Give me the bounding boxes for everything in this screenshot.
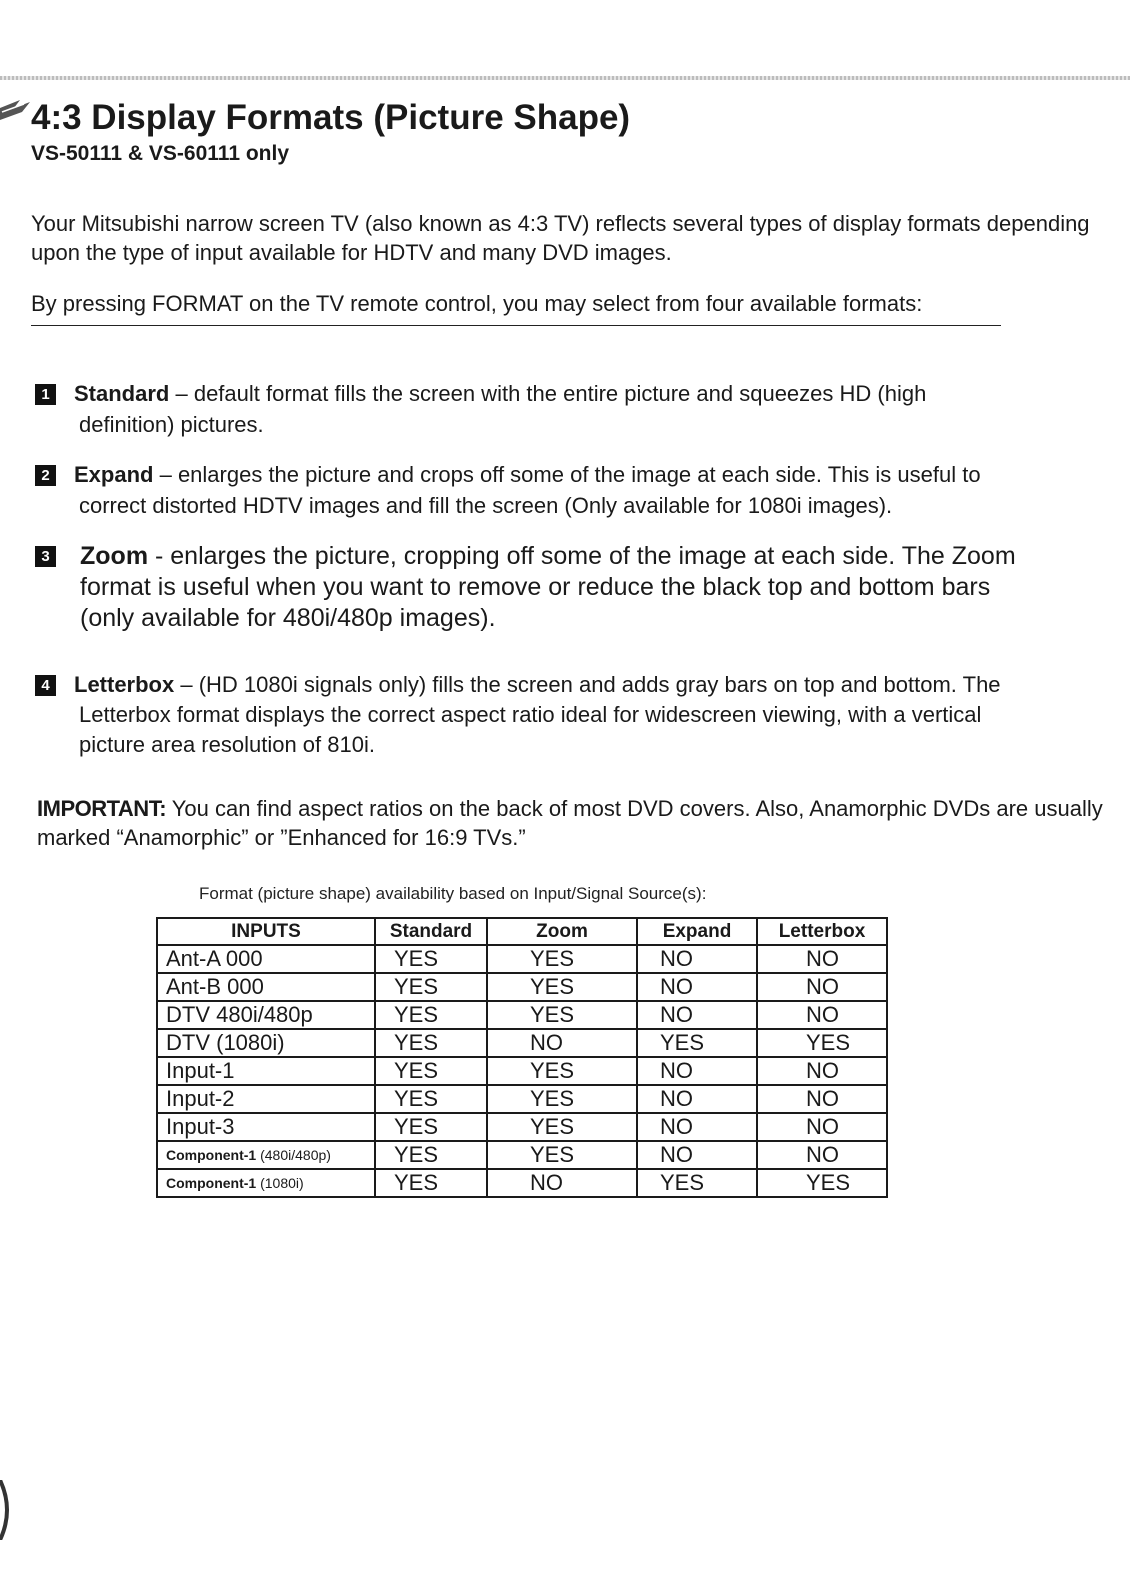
standard-cell: YES xyxy=(375,1113,487,1141)
format-desc: (HD 1080i signals only) fills the screen and adds gray bars on top and bottom. The xyxy=(198,672,1001,697)
table-row xyxy=(157,1113,887,1141)
number-badge-3: 3 xyxy=(35,546,56,567)
expand-cell: NO xyxy=(637,1001,757,1029)
zoom-cell: YES xyxy=(487,1001,637,1029)
format-name: Zoom xyxy=(80,542,149,570)
input-cell: Component-1 (480i/480p) xyxy=(157,1141,375,1169)
important-text: You can find aspect ratios on the back of most DVD covers. Also, Anamorphic DVDs are usually marked “Anamorphic” or ”Enhanced for 16:9 TVs.” xyxy=(37,796,1103,850)
standard-cell: YES xyxy=(375,1057,487,1085)
expand-cell: NO xyxy=(637,1141,757,1169)
format-desc: default format fills the screen with the entire picture and squeezes HD (high xyxy=(193,381,927,406)
table-row xyxy=(157,1085,887,1113)
input-cell: Ant-B 000 xyxy=(157,973,375,1001)
letterbox-cell: NO xyxy=(757,1001,887,1029)
format-item-expand: 2 Expand – enlarges the picture and crops off some of the image at each side. This is useful to correct distorted HDTV images and fill the screen (Only available for 1080i images). xyxy=(35,459,1095,521)
standard-cell: YES xyxy=(375,1029,487,1057)
expand-cell: NO xyxy=(637,1085,757,1113)
col-header-standard: Standard xyxy=(375,918,487,945)
input-cell: Input-3 xyxy=(157,1113,375,1141)
letterbox-cell: NO xyxy=(757,1141,887,1169)
format-desc-cont: definition) pictures. xyxy=(79,412,264,437)
format-item-letterbox: 4 Letterbox – (HD 1080i signals only) fills the screen and adds gray bars on top and bottom. The Letterbox format displays the correct aspect ratio ideal for widescreen viewing, with a vertical picture area resolution of 810i. xyxy=(35,670,1095,760)
col-header-letterbox: Letterbox xyxy=(757,918,887,945)
format-item-zoom: 3 Zoom - enlarges the picture, cropping off some of the image at each side. The Zoom format is useful when you want to remove or reduce the black top and bottom bars (only available for 480i/480p images). xyxy=(35,541,1095,634)
expand-cell: YES xyxy=(637,1029,757,1057)
important-label: IMPORTANT: xyxy=(37,796,167,821)
table-row xyxy=(157,1001,887,1029)
standard-cell: YES xyxy=(375,973,487,1001)
number-badge-2: 2 xyxy=(35,465,56,486)
format-select-text: By pressing FORMAT on the TV remote control, you may select from four available formats: xyxy=(31,291,923,316)
page-title: 4:3 Display Formats (Picture Shape) xyxy=(31,98,631,137)
table-caption: Format (picture shape) availability based on Input/Signal Source(s): xyxy=(199,884,707,903)
standard-cell: YES xyxy=(375,945,487,973)
intro-paragraph: Your Mitsubishi narrow screen TV (also known as 4:3 TV) reflects several types of display formats depending upon the type of input available for HDTV and many DVD images. xyxy=(31,211,1090,265)
page-edge-mark-icon xyxy=(0,1480,16,1540)
zoom-cell: NO xyxy=(487,1029,637,1057)
input-cell: Input-1 xyxy=(157,1057,375,1085)
letterbox-cell: NO xyxy=(757,973,887,1001)
zoom-cell: YES xyxy=(487,945,637,973)
format-desc-cont: (only available for 480i/480p images). xyxy=(80,604,496,632)
expand-cell: NO xyxy=(637,1057,757,1085)
zoom-cell: NO xyxy=(487,1169,637,1197)
format-desc-cont: Letterbox format displays the correct aspect ratio ideal for widescreen viewing, with a vertical xyxy=(79,702,982,727)
format-desc: enlarges the picture and crops off some of the image at each side. This is useful to xyxy=(177,462,981,487)
title-swoosh-icon xyxy=(0,98,34,126)
format-availability-table xyxy=(156,917,888,1198)
section-divider xyxy=(31,325,1001,326)
input-cell: DTV 480i/480p xyxy=(157,1001,375,1029)
format-name: Letterbox xyxy=(74,672,175,697)
format-name: Expand xyxy=(74,462,154,487)
col-header-expand: Expand xyxy=(637,918,757,945)
format-name: Standard xyxy=(74,381,170,406)
table-header-row xyxy=(157,918,887,945)
table-row xyxy=(157,973,887,1001)
zoom-cell: YES xyxy=(487,1113,637,1141)
letterbox-cell: YES xyxy=(757,1029,887,1057)
expand-cell: NO xyxy=(637,973,757,1001)
top-dotted-rule xyxy=(0,76,1130,80)
col-header-zoom: Zoom xyxy=(487,918,637,945)
input-cell: DTV (1080i) xyxy=(157,1029,375,1057)
format-item-standard: 1 Standard – default format fills the screen with the entire picture and squeezes HD (high definition) pictures. xyxy=(35,378,1095,440)
expand-cell: NO xyxy=(637,1113,757,1141)
format-desc: enlarges the picture, cropping off some of the image at each side. The Zoom xyxy=(170,542,1016,570)
letterbox-cell: NO xyxy=(757,1057,887,1085)
number-badge-1: 1 xyxy=(35,384,56,405)
table-row xyxy=(157,1141,887,1169)
table-row xyxy=(157,1057,887,1085)
table-row xyxy=(157,945,887,973)
letterbox-cell: NO xyxy=(757,945,887,973)
table-row xyxy=(157,1029,887,1057)
format-desc-cont: correct distorted HDTV images and fill the screen (Only available for 1080i images). xyxy=(79,493,893,518)
input-cell: Ant-A 000 xyxy=(157,945,375,973)
zoom-cell: YES xyxy=(487,1057,637,1085)
expand-cell: NO xyxy=(637,945,757,973)
zoom-cell: YES xyxy=(487,1141,637,1169)
important-note xyxy=(37,794,1107,852)
standard-cell: YES xyxy=(375,1169,487,1197)
input-cell: Input-2 xyxy=(157,1085,375,1113)
format-desc-cont: format is useful when you want to remove or reduce the black top and bottom bars xyxy=(80,573,991,601)
letterbox-cell: YES xyxy=(757,1169,887,1197)
number-badge-4: 4 xyxy=(35,675,56,696)
expand-cell: YES xyxy=(637,1169,757,1197)
model-subtitle: VS-50111 & VS-60111 only xyxy=(31,142,290,165)
format-desc-cont: picture area resolution of 810i. xyxy=(79,732,375,757)
standard-cell: YES xyxy=(375,1141,487,1169)
table-row xyxy=(157,1169,887,1197)
col-header-inputs: INPUTS xyxy=(157,918,375,945)
letterbox-cell: NO xyxy=(757,1085,887,1113)
zoom-cell: YES xyxy=(487,973,637,1001)
input-cell: Component-1 (1080i) xyxy=(157,1169,375,1197)
letterbox-cell: NO xyxy=(757,1113,887,1141)
standard-cell: YES xyxy=(375,1001,487,1029)
standard-cell: YES xyxy=(375,1085,487,1113)
zoom-cell: YES xyxy=(487,1085,637,1113)
